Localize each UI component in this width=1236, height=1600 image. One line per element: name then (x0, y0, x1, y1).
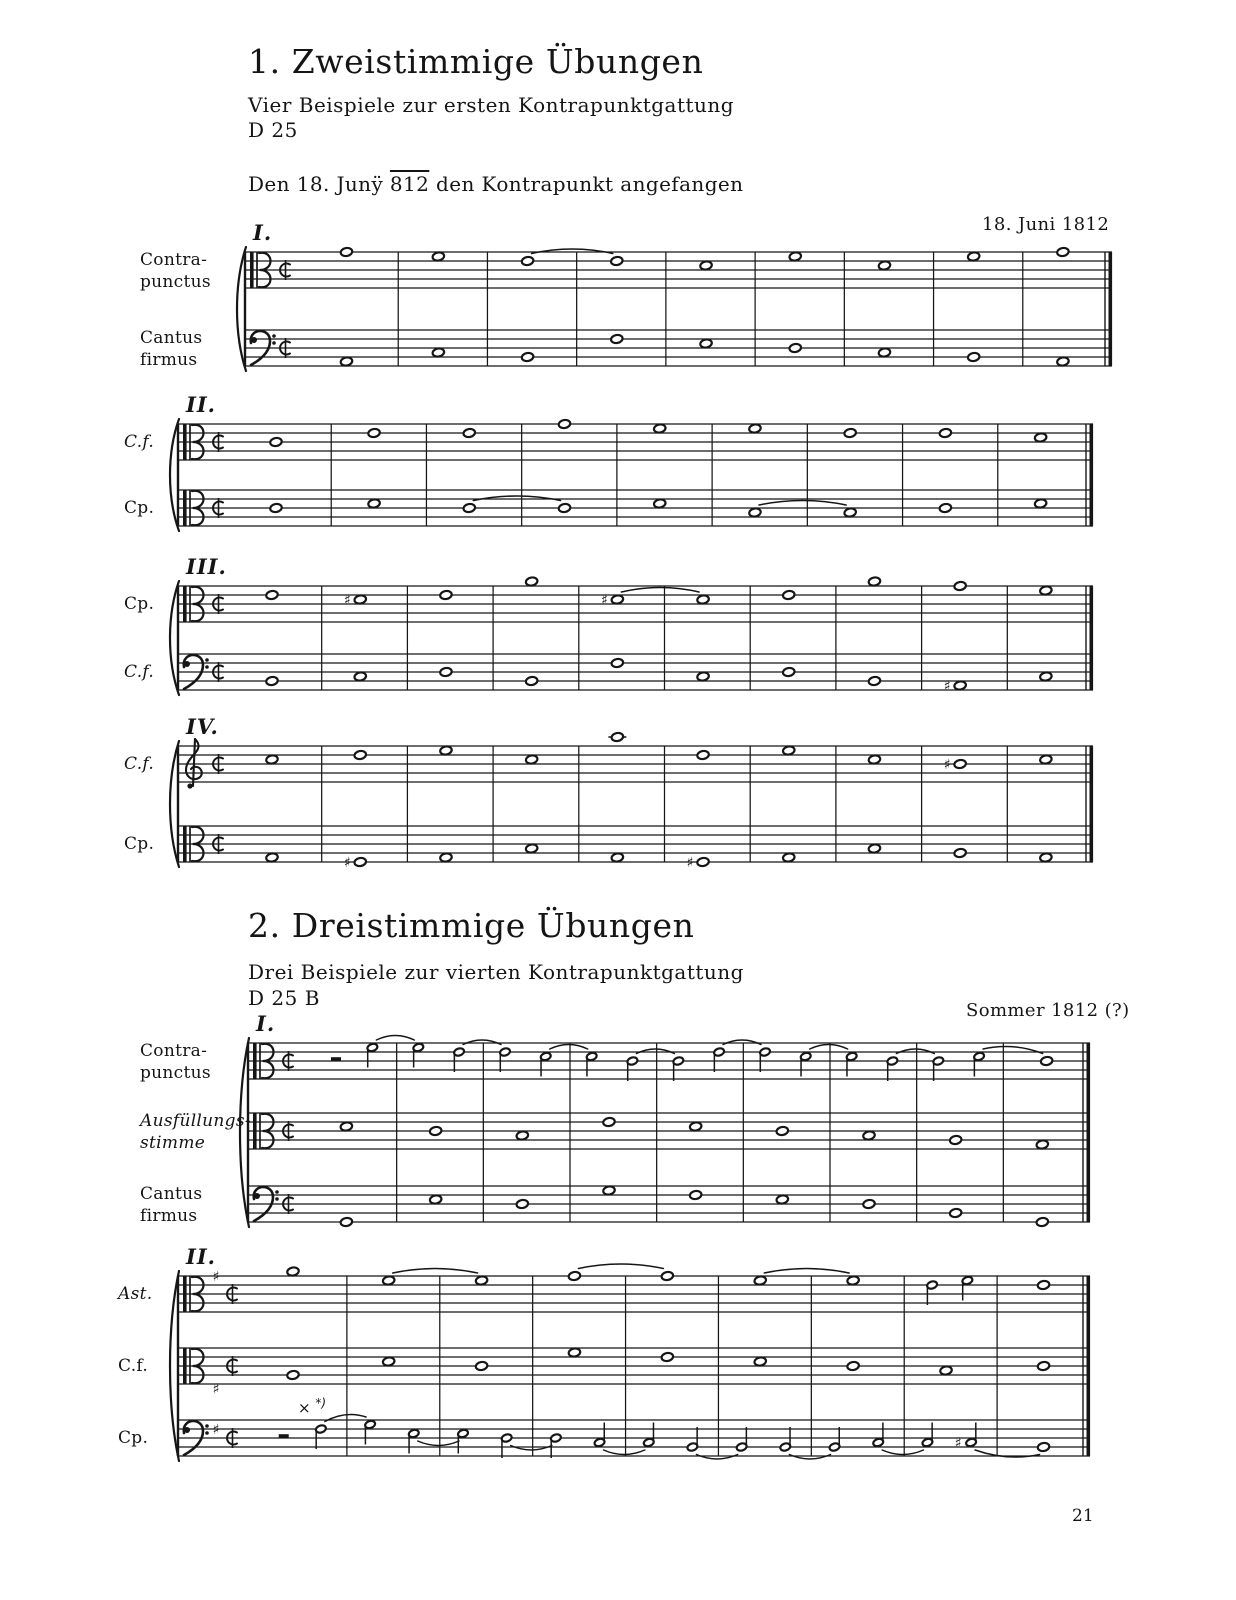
staff-label-1-IV-1: Cp. (124, 834, 155, 854)
system-numeral-1-IV: IV. (186, 714, 219, 739)
svg-text:♯: ♯ (343, 855, 351, 871)
svg-text:♯: ♯ (343, 592, 351, 609)
staff-label-1-II-0: C.f. (124, 432, 155, 452)
svg-text:♯: ♯ (954, 1435, 962, 1452)
section1-title: 1. Zweistimmige Übungen (248, 42, 704, 81)
section2-catalog: D 25 B (248, 986, 320, 1010)
music-system-2-I (232, 1007, 1100, 1252)
system-numeral-1-I: I. (253, 220, 273, 245)
staff-notation (183, 1348, 1050, 1398)
staff-notation (251, 331, 1070, 366)
section1-date: 18. Juni 1812 (982, 214, 1110, 235)
system-numeral-2-II: II. (186, 1244, 216, 1269)
section1-catalog: D 25 (248, 118, 298, 142)
system-numeral-2-I: I. (256, 1011, 276, 1036)
footnote-x-mark: × (298, 1399, 311, 1417)
inscription-suffix: den Kontrapunkt angefangen (429, 172, 744, 196)
staff-notation (183, 1264, 1050, 1312)
svg-text:♯: ♯ (600, 592, 608, 609)
staff-label-2-II-2: Cp. (118, 1428, 149, 1448)
section1-subtitle: Vier Beispiele zur ersten Kontrapunktgattung (248, 93, 735, 117)
music-system-2-II (162, 1240, 1100, 1486)
staff-label-1-I-0: Contra- punctus (140, 250, 211, 292)
music-system-1-III (162, 550, 1103, 720)
staff-label-1-III-0: Cp. (124, 594, 155, 614)
svg-text:♯: ♯ (943, 678, 951, 695)
staff-notation (253, 1036, 1053, 1082)
staff-label-2-II-1: C.f. (118, 1356, 149, 1376)
staff-notation (254, 1186, 1049, 1227)
staff-label-2-II-0: Ast. (118, 1284, 153, 1304)
staff-label-2-I-2: Cantus firmus (140, 1184, 203, 1226)
inscription-prefix: Den 18. Junÿ (248, 172, 390, 196)
staff-notation (250, 247, 1069, 288)
music-system-1-II (162, 388, 1103, 556)
music-system-1-IV (162, 710, 1103, 892)
staff-label-2-I-1: Ausfüllungs- stimme (140, 1111, 251, 1153)
svg-text:♯: ♯ (943, 757, 951, 773)
staff-notation (183, 419, 1047, 460)
staff-label-1-III-1: C.f. (124, 662, 155, 682)
page-number: 21 (1072, 1506, 1094, 1526)
footnote-asterisk: *) (315, 1396, 327, 1410)
system-numeral-1-II: II. (186, 392, 216, 417)
staff-label-1-IV-0: C.f. (124, 754, 155, 774)
staff-notation (186, 732, 1052, 789)
section2-title: 2. Dreistimmige Übungen (248, 906, 695, 945)
staff-label-1-II-1: Cp. (124, 498, 155, 518)
staff-label-2-I-0: Contra- punctus (140, 1041, 211, 1083)
svg-text:♯: ♯ (212, 1381, 220, 1398)
section2-subtitle: Drei Beispiele zur vierten Kontrapunktgattung (248, 960, 744, 984)
section2-date: Sommer 1812 (?) (966, 1000, 1130, 1021)
staff-notation (184, 1414, 1050, 1459)
svg-text:♯: ♯ (686, 855, 694, 871)
staff-label-1-I-1: Cantus firmus (140, 328, 203, 370)
inscription-overlined-year: 812 (389, 172, 430, 196)
system-numeral-1-III: III. (186, 554, 227, 579)
music-system-1-I (229, 216, 1122, 396)
svg-text:♯: ♯ (212, 1422, 220, 1438)
svg-text:♯: ♯ (212, 1269, 220, 1285)
